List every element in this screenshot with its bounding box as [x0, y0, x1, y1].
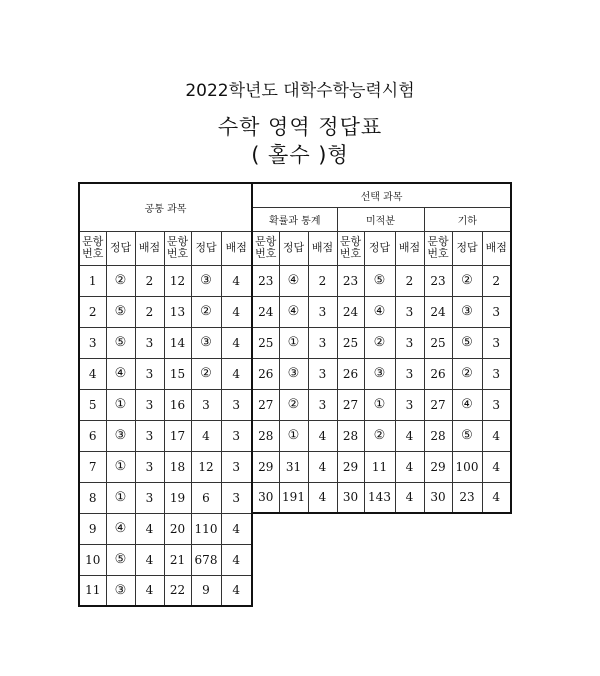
question-number: 4: [79, 358, 106, 389]
question-number: 25: [337, 327, 364, 358]
answer-value: 678: [191, 544, 221, 575]
question-number: 2: [79, 296, 106, 327]
points-value: 3: [221, 420, 252, 451]
question-number: 19: [164, 482, 191, 513]
col-header-points: 배점: [308, 231, 337, 265]
answer-value: ③: [191, 327, 221, 358]
table-row: [79, 420, 511, 451]
question-number: 11: [79, 575, 106, 606]
answer-value: ④: [106, 513, 135, 544]
question-number: 24: [424, 296, 452, 327]
answer-value: ④: [364, 296, 395, 327]
answer-value: ①: [364, 389, 395, 420]
points-value: 3: [221, 389, 252, 420]
question-number: 13: [164, 296, 191, 327]
points-value: 4: [221, 544, 252, 575]
answer-value: ③: [106, 575, 135, 606]
question-number: 20: [164, 513, 191, 544]
common-section-header: 공통 과목: [79, 183, 252, 231]
answer-value: ④: [279, 265, 308, 296]
question-number: 26: [252, 358, 279, 389]
question-number: 16: [164, 389, 191, 420]
question-number: 10: [79, 544, 106, 575]
points-value: 4: [221, 358, 252, 389]
points-value: 3: [482, 296, 511, 327]
points-value: 4: [482, 482, 511, 513]
col-header-number: 문항 번호: [79, 231, 106, 265]
answer-value: ②: [364, 327, 395, 358]
col-header-answer: 정답: [106, 231, 135, 265]
points-value: 4: [308, 420, 337, 451]
question-number: 28: [337, 420, 364, 451]
answer-value: ②: [106, 265, 135, 296]
question-number: 28: [424, 420, 452, 451]
question-number: 8: [79, 482, 106, 513]
question-number: 1: [79, 265, 106, 296]
col-header-points: 배점: [482, 231, 511, 265]
answer-value: ①: [279, 420, 308, 451]
subject-title: 수학 영역 정답표: [217, 115, 383, 139]
points-value: 2: [482, 265, 511, 296]
points-value: 4: [395, 451, 424, 482]
answer-value: ⑤: [452, 420, 482, 451]
question-number: 24: [252, 296, 279, 327]
col-header-answer: 정답: [191, 231, 221, 265]
points-value: 3: [395, 296, 424, 327]
question-number: 14: [164, 327, 191, 358]
table-row: [79, 265, 511, 296]
table-row: [79, 296, 511, 327]
table-row: [79, 482, 511, 513]
question-number: 26: [337, 358, 364, 389]
question-number: 23: [337, 265, 364, 296]
question-number: 7: [79, 451, 106, 482]
answer-value: ①: [279, 327, 308, 358]
answer-value: ⑤: [452, 327, 482, 358]
answer-value: ③: [279, 358, 308, 389]
points-value: 3: [308, 296, 337, 327]
points-value: 3: [135, 389, 164, 420]
answer-value: ①: [106, 482, 135, 513]
question-number: 27: [424, 389, 452, 420]
answer-table: [78, 182, 512, 607]
answer-value: 110: [191, 513, 221, 544]
answer-value: ④: [106, 358, 135, 389]
points-value: 4: [135, 544, 164, 575]
subject-geometry: 기하: [424, 207, 511, 231]
question-number: 27: [252, 389, 279, 420]
col-header-points: 배점: [221, 231, 252, 265]
answer-value: 191: [279, 482, 308, 513]
question-number: 12: [164, 265, 191, 296]
question-number: 22: [164, 575, 191, 606]
points-value: 4: [482, 451, 511, 482]
answer-value: 100: [452, 451, 482, 482]
points-value: 4: [308, 451, 337, 482]
points-value: 3: [308, 358, 337, 389]
answer-value: ②: [452, 358, 482, 389]
points-value: 3: [135, 358, 164, 389]
points-value: 3: [395, 327, 424, 358]
answer-value: ②: [191, 296, 221, 327]
question-number: 30: [424, 482, 452, 513]
subject-calculus: 미적분: [337, 207, 424, 231]
answer-value: 3: [191, 389, 221, 420]
points-value: 4: [221, 265, 252, 296]
answer-value: 143: [364, 482, 395, 513]
points-value: 4: [395, 482, 424, 513]
answer-value: ③: [191, 265, 221, 296]
question-number: 17: [164, 420, 191, 451]
points-value: 4: [395, 420, 424, 451]
question-number: 9: [79, 513, 106, 544]
points-value: 4: [135, 513, 164, 544]
question-number: 29: [424, 451, 452, 482]
points-value: 3: [135, 482, 164, 513]
answer-value: 31: [279, 451, 308, 482]
points-value: 2: [308, 265, 337, 296]
question-number: 25: [424, 327, 452, 358]
answer-value: 4: [191, 420, 221, 451]
answer-value: ①: [106, 451, 135, 482]
answer-value: 9: [191, 575, 221, 606]
question-number: 23: [424, 265, 452, 296]
table-row: [79, 358, 511, 389]
points-value: 3: [135, 420, 164, 451]
question-number: 29: [252, 451, 279, 482]
question-number: 28: [252, 420, 279, 451]
col-header-points: 배점: [395, 231, 424, 265]
answer-value: ④: [279, 296, 308, 327]
table-row: [79, 544, 511, 575]
answer-value: 6: [191, 482, 221, 513]
table-row: [79, 513, 511, 544]
answer-value: ③: [106, 420, 135, 451]
answer-value: ⑤: [106, 327, 135, 358]
points-value: 3: [482, 327, 511, 358]
form-label: ( 홀수 )형: [251, 143, 349, 167]
points-value: 3: [221, 451, 252, 482]
points-value: 4: [221, 575, 252, 606]
points-value: 3: [308, 327, 337, 358]
empty-area: [252, 544, 511, 575]
empty-area: [252, 513, 511, 544]
question-number: 30: [337, 482, 364, 513]
table-row: [79, 327, 511, 358]
elective-section-header: 선택 과목: [252, 183, 511, 207]
table-row: [79, 451, 511, 482]
points-value: 3: [482, 358, 511, 389]
answer-value: ④: [452, 389, 482, 420]
question-number: 3: [79, 327, 106, 358]
question-number: 24: [337, 296, 364, 327]
points-value: 4: [308, 482, 337, 513]
question-number: 27: [337, 389, 364, 420]
col-header-answer: 정답: [452, 231, 482, 265]
col-header-number: 문항 번호: [424, 231, 452, 265]
col-header-number: 문항 번호: [337, 231, 364, 265]
answer-value: ③: [452, 296, 482, 327]
subject-probability-statistics: 확률과 통계: [252, 207, 337, 231]
points-value: 3: [482, 389, 511, 420]
table-row: [79, 575, 511, 606]
answer-value: 11: [364, 451, 395, 482]
points-value: 3: [135, 327, 164, 358]
answer-value: ⑤: [364, 265, 395, 296]
question-number: 26: [424, 358, 452, 389]
points-value: 3: [221, 482, 252, 513]
points-value: 4: [482, 420, 511, 451]
answer-value: 23: [452, 482, 482, 513]
exam-title: 2022학년도 대학수학능력시험: [185, 81, 415, 101]
answer-value: ①: [106, 389, 135, 420]
points-value: 3: [135, 451, 164, 482]
col-header-number: 문항 번호: [164, 231, 191, 265]
answer-value: ②: [364, 420, 395, 451]
points-value: 3: [308, 389, 337, 420]
question-number: 30: [252, 482, 279, 513]
question-number: 29: [337, 451, 364, 482]
question-number: 25: [252, 327, 279, 358]
points-value: 2: [135, 265, 164, 296]
answer-value: ⑤: [106, 544, 135, 575]
question-number: 18: [164, 451, 191, 482]
points-value: 2: [135, 296, 164, 327]
points-value: 3: [395, 389, 424, 420]
question-number: 6: [79, 420, 106, 451]
points-value: 2: [395, 265, 424, 296]
answer-value: 12: [191, 451, 221, 482]
col-header-number: 문항 번호: [252, 231, 279, 265]
empty-area: [252, 575, 511, 606]
answer-value: ②: [191, 358, 221, 389]
question-number: 15: [164, 358, 191, 389]
answer-value: ③: [364, 358, 395, 389]
answer-value: ②: [279, 389, 308, 420]
points-value: 4: [221, 327, 252, 358]
question-number: 21: [164, 544, 191, 575]
points-value: 4: [221, 513, 252, 544]
points-value: 4: [221, 296, 252, 327]
question-number: 23: [252, 265, 279, 296]
col-header-points: 배점: [135, 231, 164, 265]
table-row: [79, 389, 511, 420]
question-number: 5: [79, 389, 106, 420]
answer-value: ⑤: [106, 296, 135, 327]
col-header-answer: 정답: [279, 231, 308, 265]
points-value: 3: [395, 358, 424, 389]
col-header-answer: 정답: [364, 231, 395, 265]
answer-value: ②: [452, 265, 482, 296]
points-value: 4: [135, 575, 164, 606]
